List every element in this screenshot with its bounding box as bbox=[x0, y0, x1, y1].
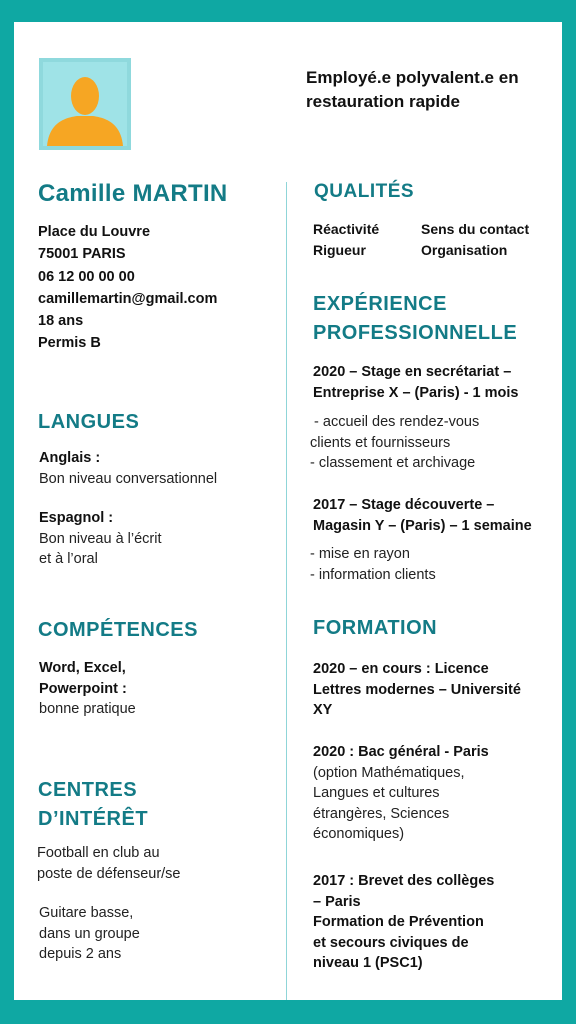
address-line-1: Place du Louvre bbox=[38, 224, 151, 240]
formation-heading: FORMATION bbox=[313, 617, 438, 639]
profile-photo bbox=[39, 58, 131, 150]
job-tasks-2 bbox=[310, 544, 436, 585]
person-silhouette-icon bbox=[43, 62, 127, 146]
job-task-line: - mise en rayon bbox=[310, 546, 410, 562]
contact-block bbox=[38, 221, 217, 355]
formation-detail: économiques) bbox=[313, 826, 405, 842]
formation-detail: étrangères, Sciences bbox=[313, 805, 450, 822]
candidate-name: Camille MARTIN bbox=[38, 180, 228, 207]
driving-license: Permis B bbox=[38, 335, 101, 352]
formation-line: – Paris bbox=[313, 893, 361, 910]
qualite-item: Réactivité bbox=[313, 221, 380, 237]
formation-line: Lettres modernes – Université bbox=[313, 681, 521, 698]
qualite-item: Organisation bbox=[421, 242, 508, 258]
centres-heading bbox=[38, 776, 148, 834]
centres-heading-line-2: D’INTÉRÊT bbox=[38, 808, 149, 830]
job-title-line-1: 2017 – Stage découverte – bbox=[313, 497, 495, 513]
interest-football bbox=[37, 843, 181, 884]
qualite-item: Rigueur bbox=[313, 242, 366, 258]
langue-name: Anglais : bbox=[39, 450, 101, 466]
resume-page bbox=[14, 22, 562, 1000]
langue-level-line-2: et à l’oral bbox=[39, 551, 98, 567]
job-title-line-1: 2020 – Stage en secrétariat – bbox=[313, 364, 512, 380]
experience-heading-line-2: PROFESSIONNELLE bbox=[313, 322, 518, 344]
centres-heading-line-1: CENTRES bbox=[38, 779, 138, 801]
interest-guitare bbox=[39, 903, 140, 965]
competence-line-1: Word, Excel, bbox=[39, 660, 126, 676]
formation-entry-2 bbox=[313, 742, 489, 845]
competences-heading: COMPÉTENCES bbox=[38, 619, 198, 641]
formation-line: XY bbox=[313, 702, 333, 718]
job-task-line: - information clients bbox=[310, 566, 436, 583]
interest-line-2: dans un groupe bbox=[39, 925, 140, 942]
formation-entry-1 bbox=[313, 659, 521, 721]
phone-number: 06 12 00 00 00 bbox=[38, 268, 135, 285]
langue-anglais bbox=[39, 448, 217, 489]
experience-heading-line-1: EXPÉRIENCE bbox=[313, 293, 447, 315]
job-title-line-2: Magasin Y – (Paris) – 1 semaine bbox=[313, 517, 532, 534]
job-task-line: - classement et archivage bbox=[310, 455, 476, 471]
formation-line: Formation de Prévention bbox=[313, 914, 484, 930]
formation-line: 2020 – en cours : Licence bbox=[313, 661, 489, 677]
interest-line-3: depuis 2 ans bbox=[39, 946, 122, 962]
job-title-line-2: Entreprise X – (Paris) - 1 mois bbox=[313, 384, 519, 401]
column-divider bbox=[286, 182, 287, 1000]
formation-line: et secours civiques de bbox=[313, 934, 469, 951]
formation-line: 2017 : Brevet des collèges bbox=[313, 873, 495, 889]
formation-detail: Langues et cultures bbox=[313, 785, 440, 801]
formation-entry-3 bbox=[313, 871, 494, 974]
job-title-text: Employé.e polyvalent.e en restauration rapide bbox=[306, 68, 519, 111]
langues-heading: LANGUES bbox=[38, 411, 140, 433]
langue-level-line-1: Bon niveau à l’écrit bbox=[39, 530, 162, 547]
qualites-heading: QUALITÉS bbox=[314, 181, 415, 202]
langue-name: Espagnol : bbox=[39, 510, 114, 526]
job-entry-2 bbox=[313, 495, 532, 536]
competences-block bbox=[39, 658, 136, 720]
competence-level: bonne pratique bbox=[39, 701, 136, 717]
competence-line-2: Powerpoint : bbox=[39, 680, 127, 697]
interest-line-1: Guitare basse, bbox=[39, 905, 134, 921]
experience-heading bbox=[313, 290, 517, 348]
job-tasks-1 bbox=[310, 412, 479, 474]
langue-espagnol bbox=[39, 508, 162, 570]
address-line-2: 75001 PARIS bbox=[38, 246, 126, 263]
langue-level: Bon niveau conversationnel bbox=[39, 470, 218, 487]
job-task-line: - accueil des rendez-vous bbox=[310, 414, 480, 430]
email-address: camillemartin@gmail.com bbox=[38, 290, 218, 307]
job-task-line: clients et fournisseurs bbox=[310, 434, 451, 451]
qualite-item: Sens du contact bbox=[421, 221, 530, 237]
interest-line-1: Football en club au bbox=[37, 845, 160, 861]
job-entry-1 bbox=[313, 362, 519, 403]
formation-title: 2020 : Bac général - Paris bbox=[313, 744, 489, 760]
job-title bbox=[306, 66, 546, 114]
age: 18 ans bbox=[38, 313, 84, 330]
interest-line-2: poste de défenseur/se bbox=[37, 865, 181, 882]
formation-line: niveau 1 (PSC1) bbox=[313, 955, 423, 971]
formation-detail: (option Mathématiques, bbox=[313, 764, 465, 781]
